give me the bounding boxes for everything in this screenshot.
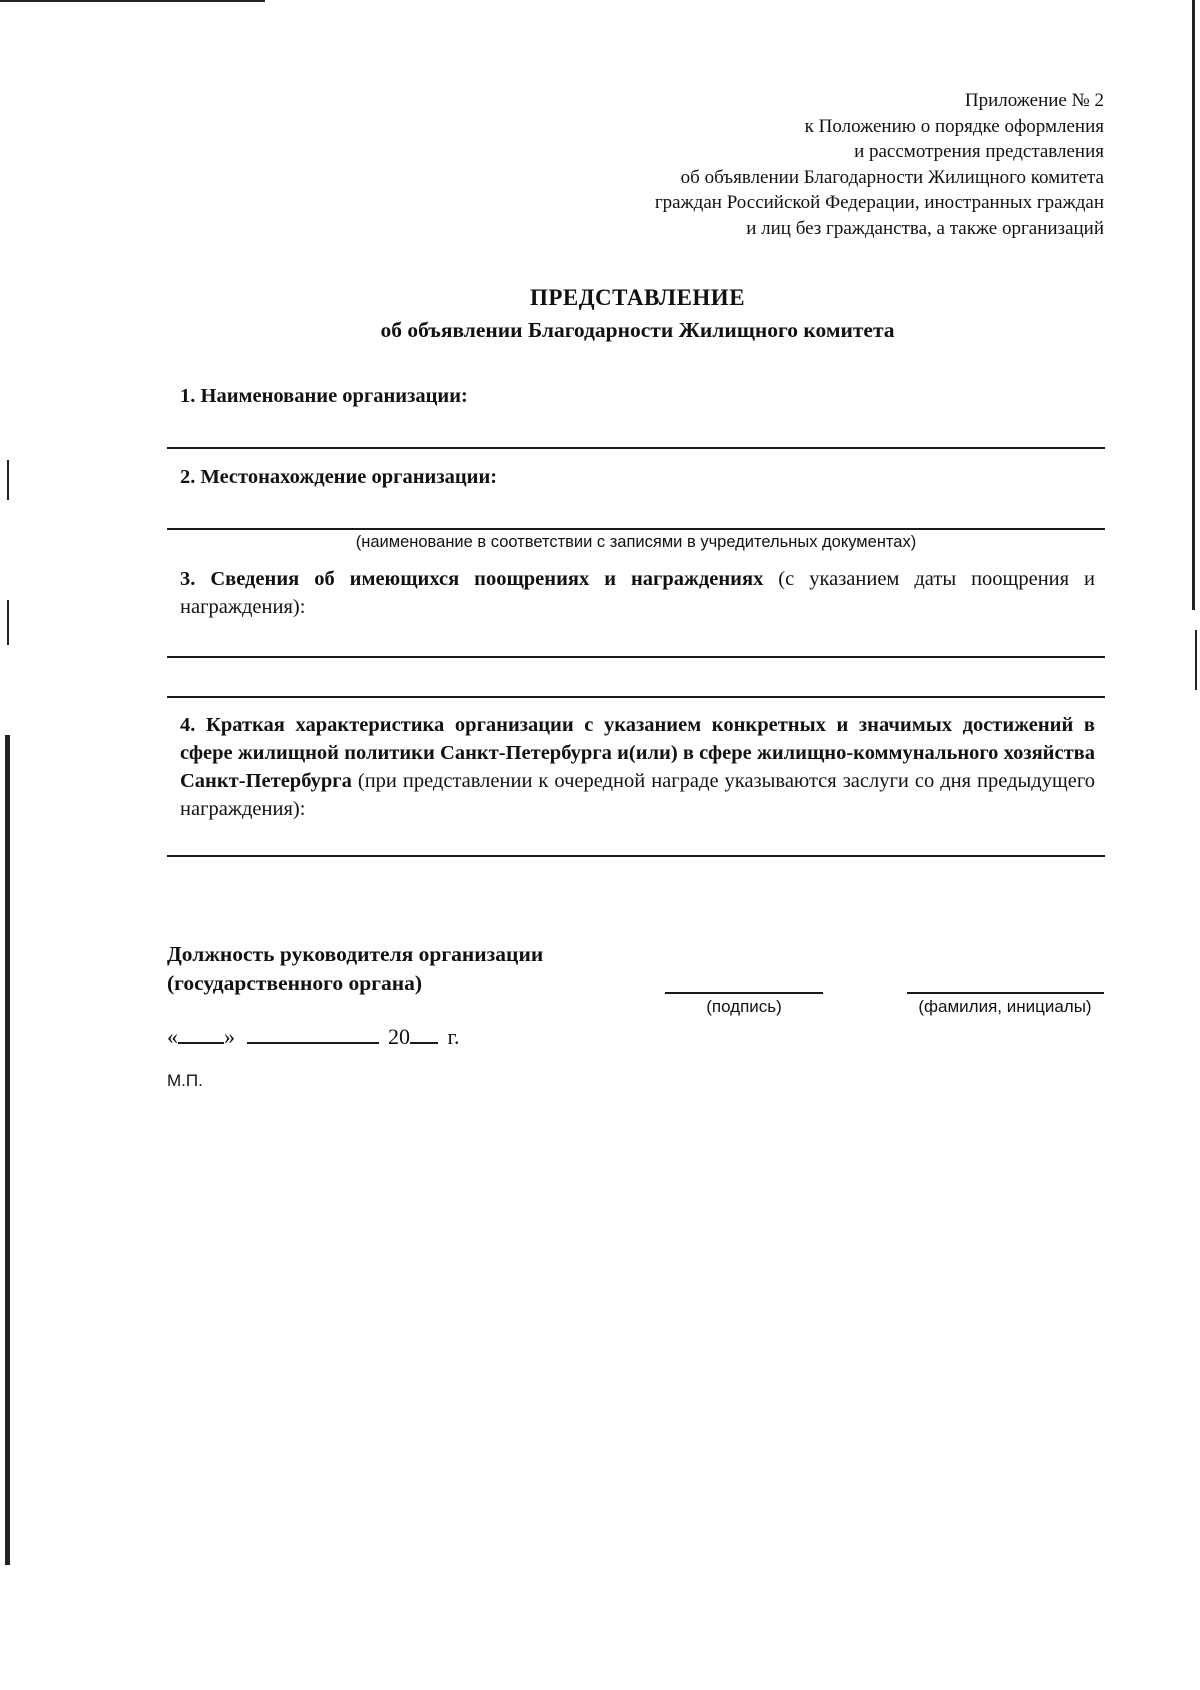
appendix-header-line: и лиц без гражданства, а также организаций — [746, 217, 1104, 239]
head-position-line-1: Должность руководителя организации — [167, 942, 544, 966]
appendix-header-line: граждан Российской Федерации, иностранных граждан — [654, 192, 1104, 213]
section-4-bold-text: 4. Краткая характеристика организации с указанием конкретных и значимых достижений в сфере жилищной политики Санкт-Петербурга и(или) в сфере жилищно-коммунального хозяйства Санкт-Петербурга — [180, 714, 1095, 792]
scan-artifact-left-edge — [5, 735, 10, 1565]
date-close-quote: » — [224, 1024, 235, 1049]
section-3-input-line-1[interactable] — [167, 656, 1105, 658]
section-3-bold-text: 3. Сведения об имеющихся поощрениях и награждениях — [180, 568, 764, 590]
date-month-blank[interactable] — [247, 1024, 379, 1044]
document-subtitle: об объявлении Благодарности Жилищного комитета — [380, 318, 895, 342]
section-3-text — [180, 565, 1095, 621]
section-2-caption: (наименование в соответствии с записями в учредительных документах) — [355, 533, 917, 551]
section-1-input-line[interactable] — [167, 447, 1105, 449]
date-year-suffix: г. — [447, 1024, 460, 1049]
scan-artifact-top-line — [0, 0, 265, 2]
section-2-input-line[interactable] — [167, 528, 1105, 530]
section-2-label: 2. Местонахождение организации: — [180, 466, 498, 488]
name-line[interactable] — [907, 992, 1104, 994]
head-position-label — [167, 940, 543, 998]
date-year-prefix: 20 — [388, 1024, 410, 1049]
scan-artifact-left-mark-2 — [7, 600, 9, 645]
section-1-label: 1. Наименование организации: — [180, 385, 468, 407]
appendix-header-line: Приложение № 2 — [964, 90, 1104, 111]
document-title: ПРЕДСТАВЛЕНИЕ — [529, 285, 746, 310]
head-position-line-2: (государственного органа) — [167, 971, 423, 995]
date-row — [167, 1024, 460, 1050]
date-day-blank[interactable] — [178, 1024, 224, 1044]
appendix-header-line: об объявлении Благодарности Жилищного комитета — [680, 166, 1104, 188]
section-4-input-line[interactable] — [167, 855, 1105, 857]
scan-artifact-left-mark-1 — [7, 460, 9, 500]
section-3-input-line-2[interactable] — [167, 696, 1105, 698]
date-year-blank[interactable] — [410, 1024, 438, 1044]
appendix-header-line: и рассмотрения представления — [854, 141, 1104, 162]
section-4-text — [180, 711, 1095, 823]
scan-artifact-right-mark — [1195, 630, 1197, 690]
signature-line[interactable] — [665, 992, 823, 994]
section-4-normal-text: (при представлении к очередной награде указываются заслуги со дня предыдущего награждения): — [180, 770, 1095, 820]
name-caption: (фамилия, инициалы) — [918, 997, 1092, 1016]
appendix-header — [655, 88, 1104, 241]
stamp-place-label: М.П. — [167, 1071, 203, 1090]
signature-caption: (подпись) — [706, 997, 782, 1016]
section-3-normal-text: (с указанием даты поощрения и награждения): — [180, 568, 1096, 618]
date-open-quote: « — [167, 1024, 178, 1049]
appendix-header-line: к Положению о порядке оформления — [804, 115, 1104, 137]
